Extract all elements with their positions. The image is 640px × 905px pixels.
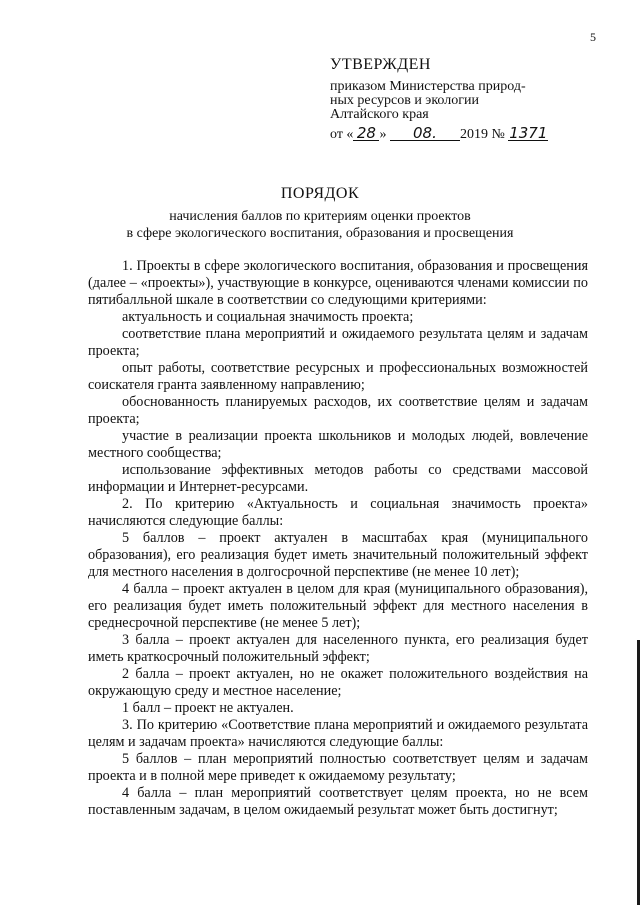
subtitle-line-2: в сфере экологического воспитания, образования и просвещения bbox=[126, 226, 514, 241]
approval-line-1: приказом Министерства природ- bbox=[330, 79, 526, 94]
document-body bbox=[88, 258, 588, 819]
date-mid: » bbox=[379, 127, 387, 142]
paragraph: 4 балла – план мероприятий соответствует целям проекта, но не всем поставленным задачам, в целом ожидаемый результат может быть достигнут; bbox=[88, 785, 588, 818]
paragraph: 2 балла – проект актуален, но не окажет положительного воздействия на окружающую среду и местное население; bbox=[88, 666, 588, 699]
approval-date bbox=[330, 126, 600, 143]
date-day-handwritten: 28 bbox=[353, 126, 379, 141]
approval-line-2: ных ресурсов и экологии bbox=[330, 93, 479, 108]
paragraph: соответствие плана мероприятий и ожидаемого результата целям и задачам проекта; bbox=[88, 326, 588, 359]
paragraph: 2. По критерию «Актуальность и социальная значимость проекта» начисляются следующие баллы: bbox=[88, 496, 588, 529]
approval-block bbox=[330, 56, 600, 143]
date-prefix: от « bbox=[330, 127, 354, 142]
document-title: ПОРЯДОК bbox=[280, 185, 360, 202]
paragraph: 5 баллов – проект актуален в масштабах края (муниципального образования), его реализация будет иметь значительный положительный эффект для местного населения в долгосрочной перспективе (не менее 10 лет); bbox=[88, 530, 588, 580]
paragraph: актуальность и социальная значимость проекта; bbox=[122, 309, 414, 325]
paragraph: 5 баллов – план мероприятий полностью соответствует целям и задачам проекта и в полной мере приведет к ожидаемому результату; bbox=[88, 751, 588, 784]
paragraph: обоснованность планируемых расходов, их соответствие целям и задачам проекта; bbox=[88, 394, 588, 427]
subtitle-line-1: начисления баллов по критериям оценки проектов bbox=[169, 209, 471, 224]
paragraph: участие в реализации проекта школьников и молодых людей, вовлечение местного сообщества; bbox=[88, 428, 588, 461]
paragraph: 1. Проекты в сфере экологического воспитания, образования и просвещения (далее – «проекты»), участвующие в конкурсе, оцениваются членами комиссии по пятибалльной шкале в соответствии со следующими критериями: bbox=[88, 258, 588, 308]
approval-title: УТВЕРЖДЕН bbox=[330, 56, 431, 73]
paragraph: опыт работы, соответствие ресурсных и профессиональных возможностей соискателя гранта заявленному направлению; bbox=[88, 360, 588, 393]
approval-line-3: Алтайского края bbox=[330, 107, 429, 122]
date-year: 2019 № bbox=[459, 127, 505, 142]
paragraph: 1 балл – проект не актуален. bbox=[122, 700, 294, 716]
paragraph: 3 балла – проект актуален для населенного пункта, его реализация будет иметь краткосрочный положительный эффект; bbox=[88, 632, 588, 665]
page-number: 5 bbox=[590, 30, 596, 44]
order-number-handwritten: 1371 bbox=[509, 124, 548, 142]
paragraph: использование эффективных методов работы со средствами массовой информации и Интернет-ресурсами. bbox=[88, 462, 588, 495]
paragraph: 3. По критерию «Соответствие плана мероприятий и ожидаемого результата целям и задачам проекта» начисляются следующие баллы: bbox=[88, 717, 588, 750]
document-subtitle bbox=[80, 208, 560, 242]
date-month-handwritten: 08. bbox=[390, 126, 460, 141]
paragraph: 4 балла – проект актуален в целом для края (муниципального образования), его реализация будет иметь положительный эффект для местного населения в среднесрочной перспективе (не менее 5 лет); bbox=[88, 581, 588, 631]
